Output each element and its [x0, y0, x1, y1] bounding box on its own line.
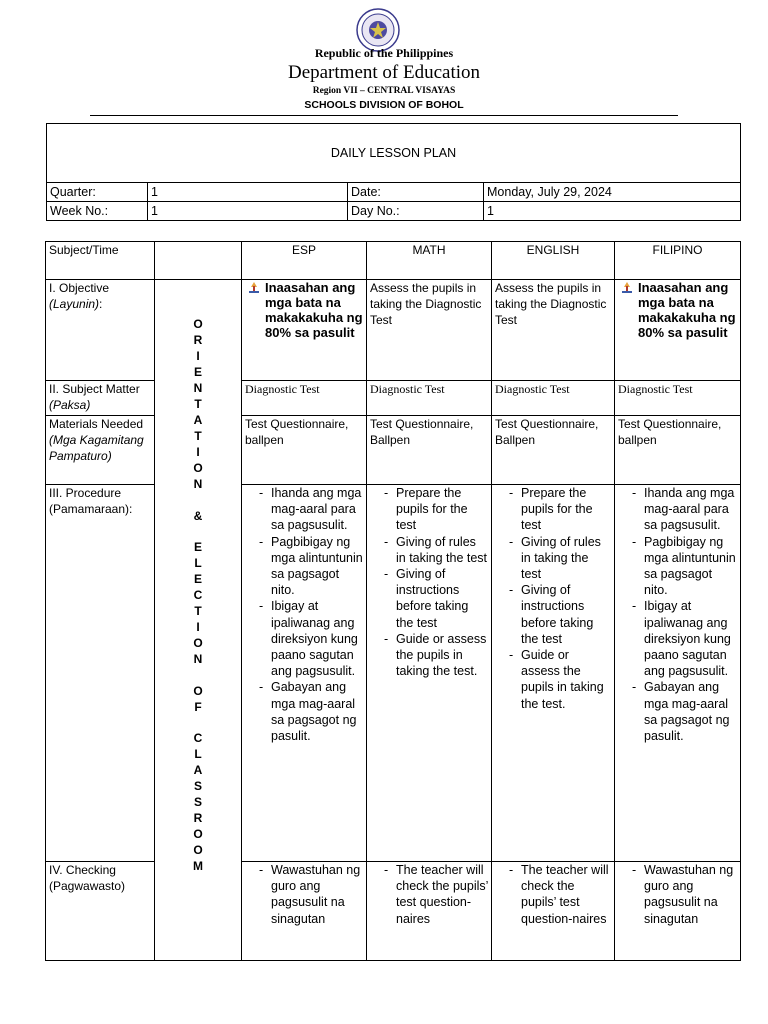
list-item: - Guide or assess the pupils in taking the test.	[495, 647, 611, 712]
list-item: - Pagbibigay ng mga alintuntunin sa pagsagot nito.	[245, 534, 363, 599]
subject-header-filipino: FILIPINO	[615, 242, 741, 280]
subject-matter-filipino: Diagnostic Test	[615, 381, 741, 416]
procedure-label: III. Procedure (Pamamaraan):	[46, 485, 155, 862]
quarter-label: Quarter:	[47, 183, 148, 202]
list-item: - Wawastuhan ng guro ang pagsusulit na sinagutan	[618, 862, 737, 927]
blank-header	[155, 242, 242, 280]
objective-label: I. Objective (Layunin):	[46, 280, 155, 381]
list-item: - Pagbibigay ng mga alintuntunin sa pagsagot nito.	[618, 534, 737, 599]
subject-header-esp: ESP	[242, 242, 367, 280]
materials-label: Materials Needed (Mga Kagamitang Pampaturo)	[46, 416, 155, 485]
orientation-vertical-label: O R I E N T A T I O N & E L E C T I O N O F C L A S S R O O M	[155, 280, 242, 961]
day-value: 1	[484, 202, 741, 221]
checking-math	[367, 862, 492, 961]
subject-time-header: Subject/Time	[46, 242, 155, 280]
checking-filipino	[615, 862, 741, 961]
list-item: - Giving of rules in taking the test	[370, 534, 488, 566]
procedure-math	[367, 485, 492, 862]
list-item: - The teacher will check the pupils’ test question-naires	[370, 862, 488, 927]
materials-filipino: Test Questionnaire, ballpen	[615, 416, 741, 485]
procedure-filipino	[615, 485, 741, 862]
procedure-esp	[242, 485, 367, 862]
objective-math: Assess the pupils in taking the Diagnostic Test	[367, 280, 492, 381]
subject-matter-english: Diagnostic Test	[492, 381, 615, 416]
subject-matter-math: Diagnostic Test	[367, 381, 492, 416]
materials-esp: Test Questionnaire, ballpen	[242, 416, 367, 485]
objective-filipino: Inaasahan ang mga bata na makakakuha ng 80% sa pasulit	[615, 280, 741, 381]
materials-math: Test Questionnaire, Ballpen	[367, 416, 492, 485]
list-item: - Ibigay at ipaliwanag ang direksiyon kung paano sagutan ang pagsusulit.	[618, 598, 737, 679]
checking-esp	[242, 862, 367, 961]
bullet-arrow-icon	[245, 280, 265, 340]
subject-header-english: ENGLISH	[492, 242, 615, 280]
list-item: - Prepare the pupils for the test	[495, 485, 611, 534]
list-item: - Ihanda ang mga mag-aaral para sa pagsusulit.	[245, 485, 363, 534]
list-item: - Ibigay at ipaliwanag ang direksiyon kung paano sagutan ang pagsusulit.	[245, 598, 363, 679]
subject-matter-label: II. Subject Matter (Paksa)	[46, 381, 155, 416]
checking-english	[492, 862, 615, 961]
list-item: - Prepare the pupils for the test	[370, 485, 488, 534]
region-heading: Region VII – CENTRAL VISAYAS	[312, 86, 456, 96]
bullet-arrow-icon	[618, 280, 638, 340]
list-item: - Giving of instructions before taking the test	[495, 582, 611, 647]
division-heading: SCHOOLS DIVISION OF BOHOL	[304, 99, 464, 111]
objective-esp: Inaasahan ang mga bata na makakakuha ng 80% sa pasulit	[242, 280, 367, 381]
lesson-plan-title: DAILY LESSON PLAN	[47, 124, 741, 183]
lesson-info-table	[46, 123, 741, 221]
week-value: 1	[148, 202, 348, 221]
objective-english: Assess the pupils in taking the Diagnostic Test	[492, 280, 615, 381]
quarter-value: 1	[148, 183, 348, 202]
list-item: - Giving of rules in taking the test	[495, 534, 611, 583]
header-divider	[90, 115, 678, 116]
date-label: Date:	[348, 183, 484, 202]
list-item: - The teacher will check the pupils’ test question-naires	[495, 862, 611, 927]
list-item: - Giving of instructions before taking the test	[370, 566, 488, 631]
day-label: Day No.:	[348, 202, 484, 221]
republic-heading: Republic of the Philippines	[314, 46, 454, 60]
subject-matter-esp: Diagnostic Test	[242, 381, 367, 416]
checking-label: IV. Checking (Pagwawasto)	[46, 862, 155, 961]
list-item: - Guide or assess the pupils in taking the test.	[370, 631, 488, 680]
list-item: - Wawastuhan ng guro ang pagsusulit na sinagutan	[245, 862, 363, 927]
list-item: - Ihanda ang mga mag-aaral para sa pagsusulit.	[618, 485, 737, 534]
procedure-english	[492, 485, 615, 862]
lesson-plan-table	[45, 241, 741, 961]
list-item: - Gabayan ang mga mag-aaral sa pagsagot ng pasulit.	[618, 679, 737, 744]
subject-header-math: MATH	[367, 242, 492, 280]
week-label: Week No.:	[47, 202, 148, 221]
list-item: - Gabayan ang mga mag-aaral sa pagsagot ng pasulit.	[245, 679, 363, 744]
department-heading: Department of Education	[287, 62, 481, 83]
date-value: Monday, July 29, 2024	[484, 183, 741, 202]
materials-english: Test Questionnaire, Ballpen	[492, 416, 615, 485]
